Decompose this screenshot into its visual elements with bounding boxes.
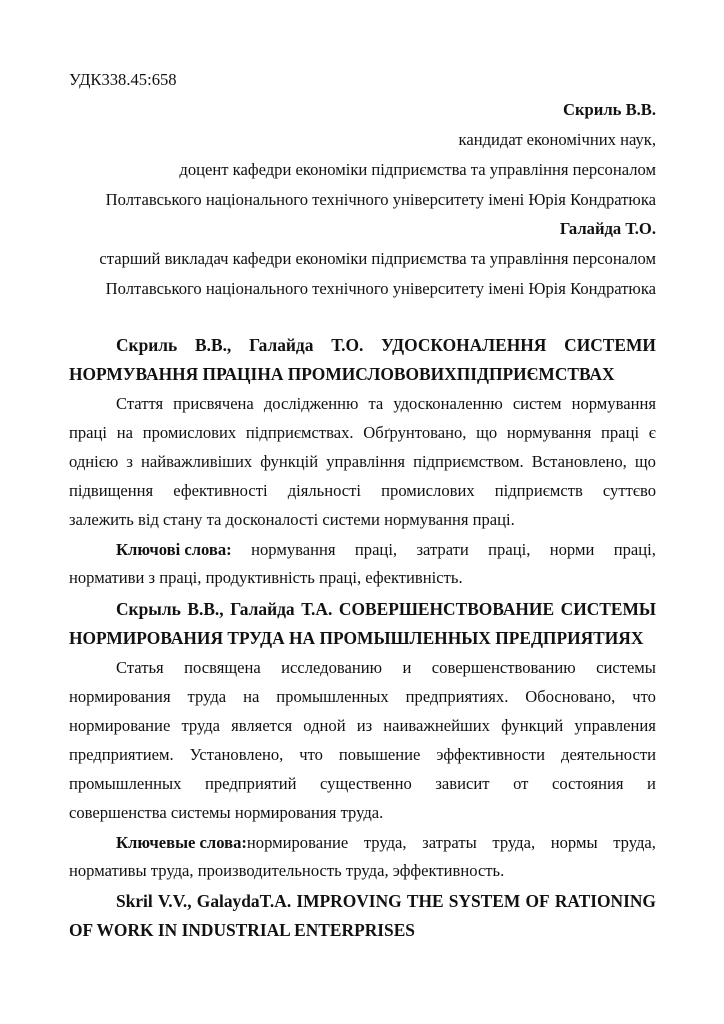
word: зависит [435, 774, 490, 793]
word: ефективності [173, 481, 268, 500]
title-word: THE [406, 891, 444, 911]
ukrainian-abstract-line-2 [69, 423, 656, 443]
word: Обґрунтовано, [363, 423, 467, 442]
title-word: Skril [116, 891, 153, 911]
keywords-first [116, 833, 348, 853]
word: одной [303, 716, 346, 735]
word: на [243, 687, 260, 706]
word: нормирование [246, 833, 349, 852]
english-title-line-1 [69, 891, 656, 911]
word: повышение [338, 745, 421, 764]
word: функций [501, 716, 564, 735]
word: нормирование [69, 716, 171, 735]
author-1-degree: кандидат економічних наук, [458, 130, 656, 149]
author-1-position: доцент кафедри економіки підприємства та управління персоналом [179, 160, 656, 179]
word: нормування [571, 394, 656, 413]
ukrainian-abstract-line-1 [69, 394, 656, 414]
ukrainian-abstract-line-4 [69, 481, 656, 501]
word: норми [549, 540, 595, 559]
ukrainian-title-line-2: НОРМУВАННЯ ПРАЦІНА ПРОМИСЛОВОВИХПІДПРИЄМСТВАХ [69, 364, 615, 384]
author-1-name: Скриль В.В. [563, 100, 656, 119]
word: однією [69, 452, 119, 471]
word: предприятиях. [405, 687, 509, 706]
english-title-line-2: OF WORK IN INDUSTRIAL ENTERPRISES [69, 920, 415, 940]
word: труда [181, 716, 221, 735]
ukrainian-title-line-1 [69, 335, 656, 355]
author-2-name: Галайда Т.О. [559, 219, 656, 238]
ukrainian-abstract-line-5: залежить від стану та досконалості системи нормування праці. [69, 510, 515, 529]
word: праці, [354, 540, 398, 559]
word: от [513, 774, 529, 793]
word: промислових [381, 481, 475, 500]
word: промислових [142, 423, 237, 442]
word: и [647, 774, 656, 793]
russian-abstract-line-6: совершенства системы нормирования труда. [69, 803, 384, 822]
title-word: IMPROVING [296, 891, 402, 911]
keywords-label: Ключові слова: [116, 540, 232, 559]
word: систем [512, 394, 562, 413]
word: найважливіших [141, 452, 253, 471]
title-word: V.V., [157, 891, 192, 911]
word: что [632, 687, 656, 706]
russian-keywords-line-2: нормативы труда, производительность труда, эффективность. [69, 861, 505, 880]
word: состояния [551, 774, 624, 793]
keywords-label: Ключевые слова: [116, 833, 247, 852]
word: Статья [116, 658, 164, 677]
word: що [476, 423, 498, 442]
word: діяльності [287, 481, 362, 500]
word: Стаття [116, 394, 164, 413]
word: предприятий [205, 774, 297, 793]
title-word: Галайда [249, 335, 314, 355]
word: труда, [613, 833, 656, 852]
word: підприємствах. [245, 423, 354, 442]
word: праці [601, 423, 640, 442]
word: нормирования [69, 687, 171, 706]
word: и [402, 658, 412, 677]
word: предприятием. [69, 745, 174, 764]
word: промышленных [69, 774, 182, 793]
title-word: SYSTEM [448, 891, 521, 911]
author-2-position: старший викладач кафедри економіки підприємства та управління персоналом [99, 249, 656, 268]
russian-title-line-2: НОРМИРОВАНИЯ ТРУДА НА ПРОМЫШЛЕННЫХ ПРЕДПРИЯТИЯХ [69, 628, 644, 648]
word: что [299, 745, 323, 764]
title-word: Т.О. [331, 335, 364, 355]
word: нормування [251, 540, 336, 559]
word: Установлено, [189, 745, 284, 764]
russian-title-line-1: Скрыль В.В., Галайда Т.А. СОВЕРШЕНСТВОВАНИЕ СИСТЕМЫ [116, 599, 656, 619]
word: посвящена [184, 658, 261, 677]
word: промышленных [276, 687, 389, 706]
word: управління [326, 452, 405, 471]
word: удосконаленню [393, 394, 503, 413]
title-word: Скриль [116, 335, 178, 355]
word: управления [574, 716, 656, 735]
author-2-university: Полтавського національного технічного університету імені Юрія Кондратюка [105, 279, 656, 298]
author-1-university: Полтавського національного технічного університету імені Юрія Кондратюка [105, 190, 656, 209]
word: затраты [422, 833, 477, 852]
word: є [648, 423, 656, 442]
word: исследованию [281, 658, 383, 677]
title-word: СИСТЕМИ [564, 335, 656, 355]
word: та [368, 394, 384, 413]
word: труда, [363, 833, 407, 852]
title-word: RATIONING [554, 891, 656, 911]
word: труда, [492, 833, 536, 852]
word: существенно [320, 774, 412, 793]
word: функцій [260, 452, 319, 471]
ukrainian-abstract-line-3 [69, 452, 656, 472]
russian-abstract-line-4 [69, 745, 656, 765]
word: суттєво [602, 481, 656, 500]
ukrainian-keywords-line-1 [69, 540, 656, 560]
word: наиважнейших [383, 716, 490, 735]
russian-abstract-line-3 [69, 716, 656, 736]
word: з [126, 452, 133, 471]
word: на [116, 423, 133, 442]
word: праці, [488, 540, 531, 559]
word: из [356, 716, 373, 735]
word: дослідженню [263, 394, 359, 413]
word: эффективности [436, 745, 546, 764]
word: підприємств [494, 481, 583, 500]
russian-abstract-line-5 [69, 774, 656, 794]
word: Встановлено, [531, 452, 627, 471]
title-word: OF [525, 891, 550, 911]
word: підприємством. [413, 452, 524, 471]
word: що [634, 452, 656, 471]
word: Обосновано, [525, 687, 616, 706]
russian-abstract-line-2 [69, 687, 656, 707]
word: затрати [416, 540, 469, 559]
udc-code: УДК338.45:658 [69, 70, 177, 89]
word: праці, [613, 540, 656, 559]
word: является [231, 716, 293, 735]
title-word: GalaydaT.A. [196, 891, 292, 911]
word: деятельности [561, 745, 656, 764]
word: труда [187, 687, 227, 706]
word: нормування [506, 423, 592, 442]
word: праці [69, 423, 108, 442]
russian-keywords-line-1 [69, 833, 656, 853]
russian-abstract-line-1 [69, 658, 656, 678]
word: присвячена [173, 394, 254, 413]
word: системы [596, 658, 656, 677]
word: підвищення [69, 481, 154, 500]
title-word: УДОСКОНАЛЕННЯ [381, 335, 547, 355]
title-word: В.В., [195, 335, 232, 355]
word: нормы [550, 833, 598, 852]
ukrainian-keywords-line-2: нормативи з праці, продуктивність праці, ефективність. [69, 568, 463, 587]
word: совершенствованию [431, 658, 576, 677]
